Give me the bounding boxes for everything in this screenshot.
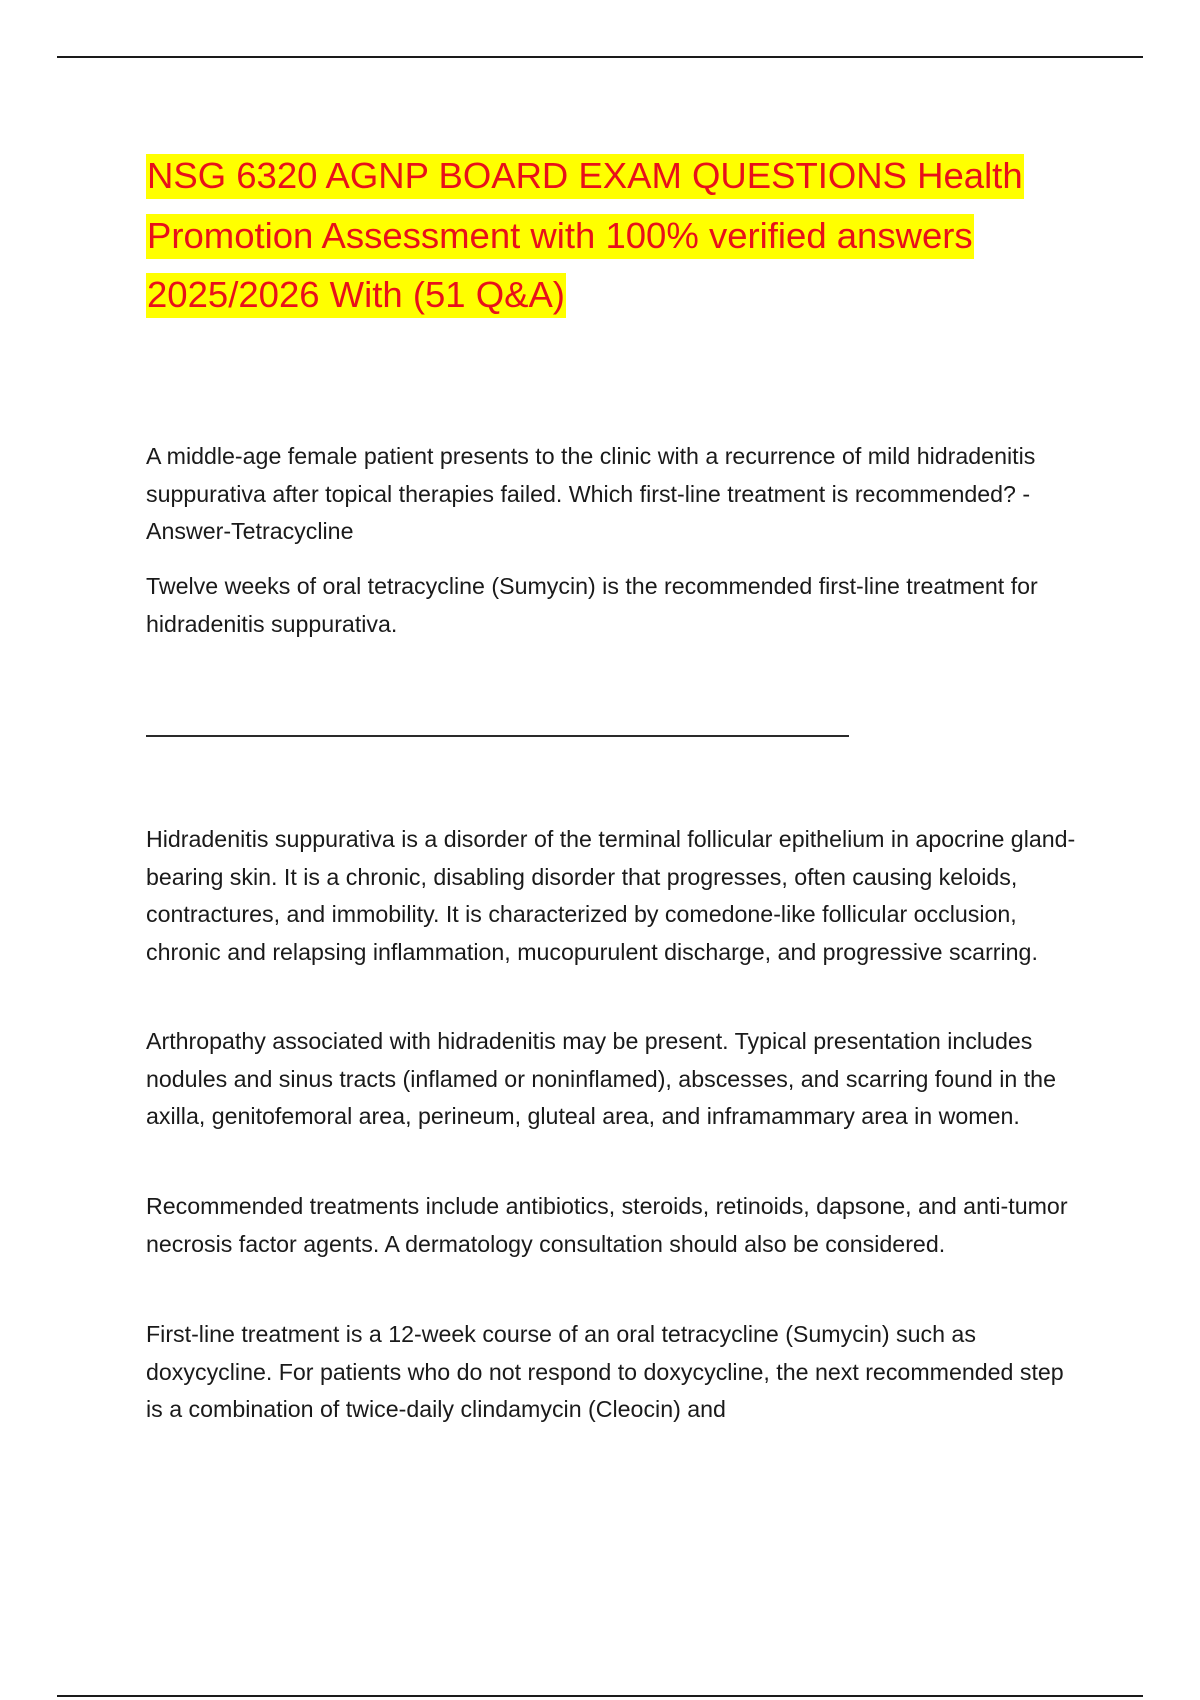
explanation-paragraph: Hidradenitis suppurativa is a disorder of the terminal follicular epithelium in apocrine gland-bearing skin. It is a chronic, disabling disorder that progresses, often causing keloids, contractures, and immobility. It is characterized by comedone-like follicular occlusion, chronic and relapsing inflammation, mucopurulent discharge, and progressive scarring.: [146, 826, 1076, 965]
document-title: [146, 146, 1086, 325]
explanation-paragraph: Recommended treatments include antibiotics, steroids, retinoids, dapsone, and anti-tumor necrosis factor agents. A dermatology consultation should also be considered.: [146, 1193, 1068, 1257]
explanation-paragraph: Arthropathy associated with hidradenitis may be present. Typical presentation includes nodules and sinus tracts (inflamed or noninflamed), abscesses, and scarring found in the axilla, genitofemoral area, perineum, gluteal area, and inframammary area in women.: [146, 1028, 1056, 1129]
question-divider: [146, 735, 849, 737]
document-title-highlight: NSG 6320 AGNP BOARD EXAM QUESTIONS Health Promotion Assessment with 100% verified answers 2025/2026 With (51 Q&A): [146, 154, 1024, 318]
question-text: A middle-age female patient presents to the clinic with a recurrence of mild hidradenitis suppurativa after topical therapies failed. Which first-line treatment is recommended? - Answer-Tetracycline: [146, 443, 1036, 544]
answer-explanation: Twelve weeks of oral tetracycline (Sumycin) is the recommended first-line treatment for hidradenitis suppurativa.: [146, 573, 1038, 637]
explanation-paragraph: First-line treatment is a 12-week course of an oral tetracycline (Sumycin) such as doxycycline. For patients who do not respond to doxycycline, the next recommended step is a combination of twice-daily clindamycin (Cleocin) and: [146, 1321, 1064, 1422]
page-top-rule: [57, 56, 1143, 58]
document-body: [146, 146, 1086, 1422]
page-bottom-rule: [57, 1695, 1143, 1697]
